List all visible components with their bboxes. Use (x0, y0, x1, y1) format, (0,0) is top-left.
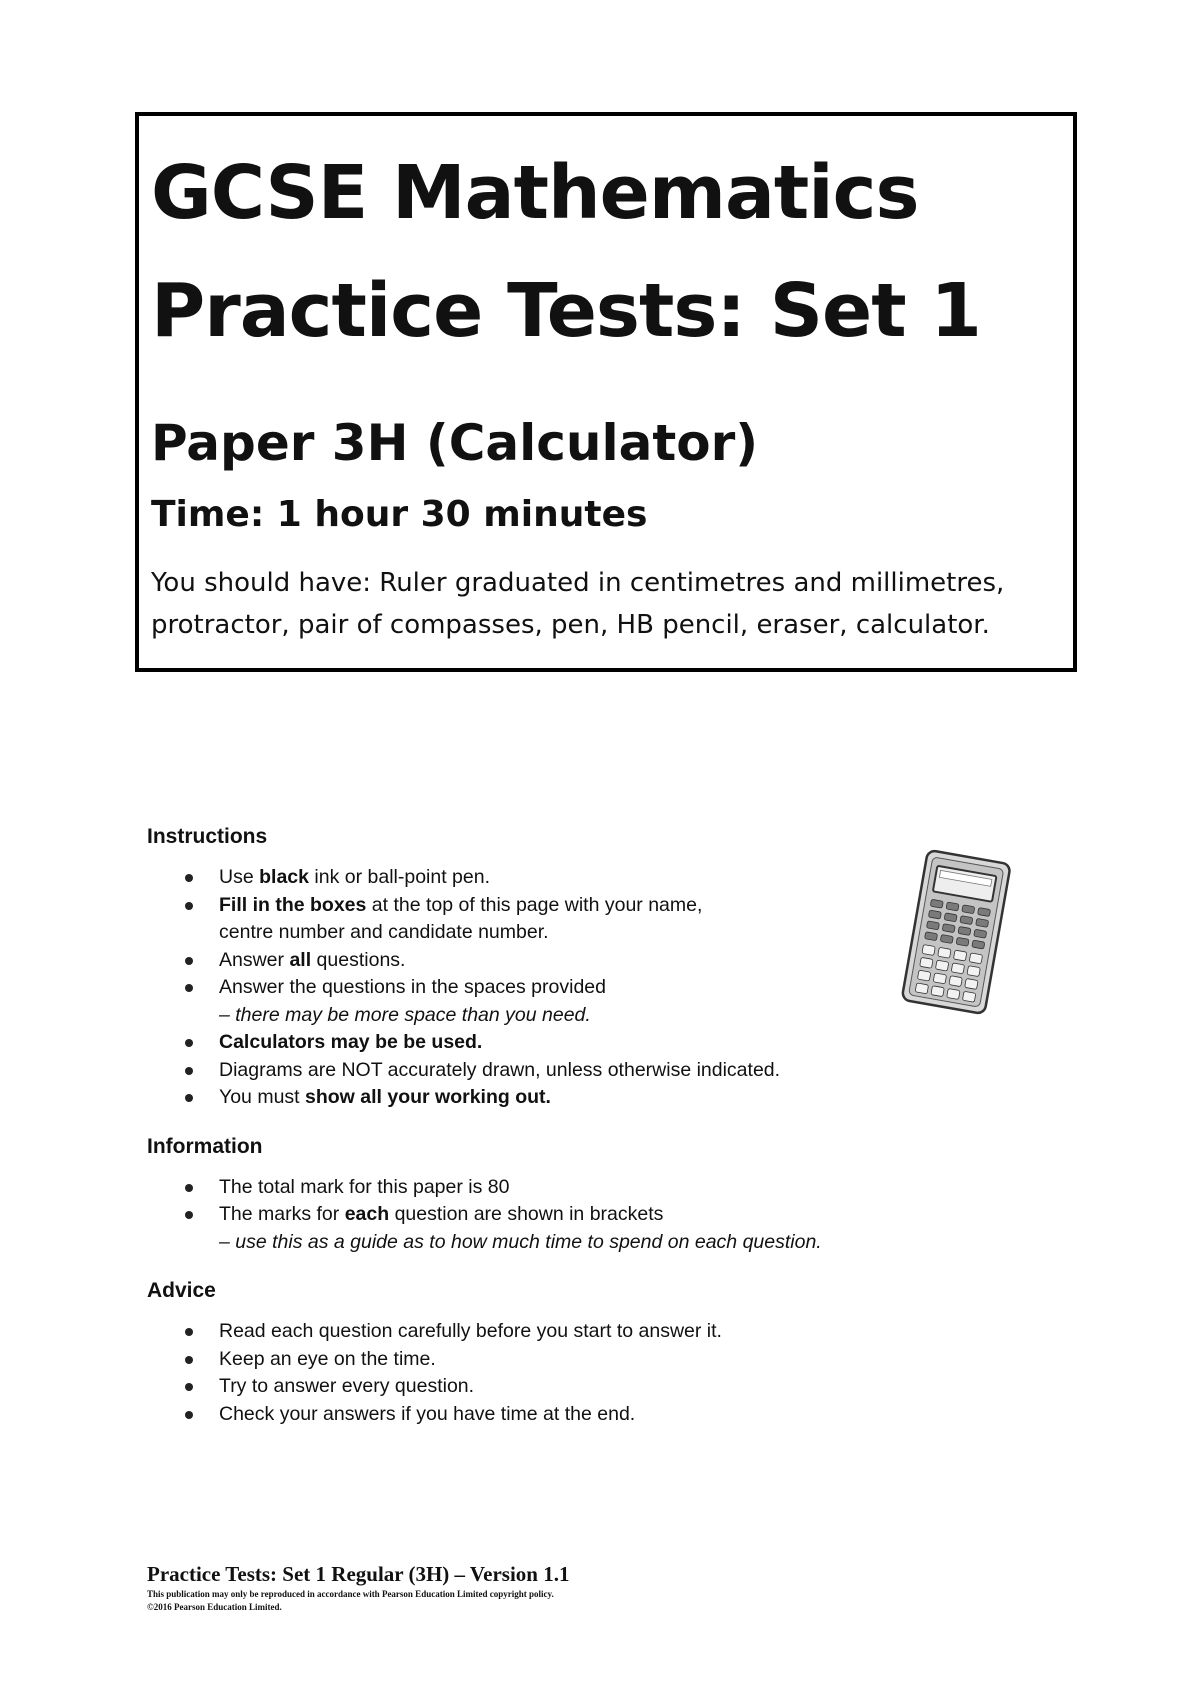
bullet-icon (185, 1094, 193, 1102)
list-item (147, 1318, 1047, 1346)
page-footer (147, 1560, 1047, 1614)
information-section (147, 1132, 1047, 1257)
instructions-heading: Instructions (147, 825, 268, 848)
footer-title: Practice Tests: Set 1 Regular (3H) – Version 1.1 (147, 1562, 570, 1586)
text-bold: show all your working out. (305, 1086, 551, 1108)
title-line-1: GCSE Mathematics (151, 150, 919, 236)
list-item (147, 1201, 1047, 1256)
text: ink or ball-point pen. (308, 866, 491, 888)
equipment-list (151, 562, 1061, 646)
equipment-line-2: protractor, pair of compasses, pen, HB pencil, eraser, calculator. (151, 610, 990, 640)
text-bold: all (289, 948, 312, 971)
list-item (147, 1057, 1047, 1085)
text: Answer the questions in the spaces provided (219, 976, 606, 998)
text: at the top of this page with your name, (366, 893, 703, 916)
text: Keep an eye on the time. (219, 1347, 436, 1370)
list-item (147, 947, 1047, 975)
list-item (147, 1373, 1047, 1401)
text-italic: – there may be more space than you need. (219, 1003, 591, 1026)
paper-title: Paper 3H (Calculator) (151, 414, 759, 472)
list-item (147, 892, 1047, 947)
text-continuation: centre number and candidate number. (219, 921, 549, 943)
information-heading: Information (147, 1134, 263, 1158)
copyright-notice: ©2016 Pearson Education Limited. (147, 1602, 282, 1612)
text: Check your answers if you have time at the end. (219, 1402, 636, 1425)
bullet-icon (185, 1184, 193, 1192)
text: The marks for (219, 1203, 345, 1225)
bullet-icon (185, 1356, 193, 1364)
text-bold: black (259, 866, 309, 888)
title-line-2: Practice Tests: Set 1 (151, 268, 981, 354)
text: The total mark for this paper is 80 (219, 1175, 510, 1198)
instructions-list (147, 864, 1047, 1112)
text: question are shown in brackets (389, 1203, 664, 1225)
text-bold: Fill in the boxes (219, 893, 367, 916)
cover-title-box (135, 112, 1077, 672)
text-bold: each (344, 1203, 390, 1225)
bullet-icon (185, 1411, 193, 1419)
text: Try to answer every question. (219, 1375, 475, 1397)
bullet-icon (185, 957, 193, 965)
bullet-icon (185, 984, 193, 992)
advice-section (147, 1276, 1047, 1428)
list-item (147, 864, 1047, 892)
information-list (147, 1174, 1047, 1257)
equipment-line-1: You should have: Ruler graduated in centimetres and millimetres, (151, 568, 1005, 598)
list-item (147, 1084, 1047, 1112)
text: Answer (219, 948, 290, 971)
bullet-icon (185, 1067, 193, 1075)
text: Read each question carefully before you start to answer it. (219, 1320, 722, 1342)
advice-heading: Advice (147, 1279, 216, 1302)
list-item (147, 1401, 1047, 1429)
text-bold: Calculators may be be used. (219, 1031, 483, 1053)
text: Diagrams are NOT accurately drawn, unless otherwise indicated. (219, 1058, 781, 1081)
text-italic: – use this as a guide as to how much time to spend on each question. (219, 1230, 822, 1253)
list-item (147, 1174, 1047, 1202)
bullet-icon (185, 1383, 193, 1391)
list-item (147, 1029, 1047, 1057)
bullet-icon (185, 1328, 193, 1336)
bullet-icon (185, 1211, 193, 1219)
text: questions. (311, 948, 406, 971)
text: You must (219, 1086, 305, 1108)
list-item (147, 974, 1047, 1029)
advice-list (147, 1318, 1047, 1428)
bullet-icon (185, 1039, 193, 1047)
bullet-icon (185, 902, 193, 910)
time-allowed: Time: 1 hour 30 minutes (151, 494, 648, 535)
list-item (147, 1346, 1047, 1374)
instructions-section (147, 822, 1047, 1112)
exam-notes (147, 822, 1047, 1428)
text: Use (219, 866, 260, 888)
copyright-policy: This publication may only be reproduced in accordance with Pearson Education Limited copyright policy. (147, 1589, 554, 1599)
bullet-icon (185, 874, 193, 882)
